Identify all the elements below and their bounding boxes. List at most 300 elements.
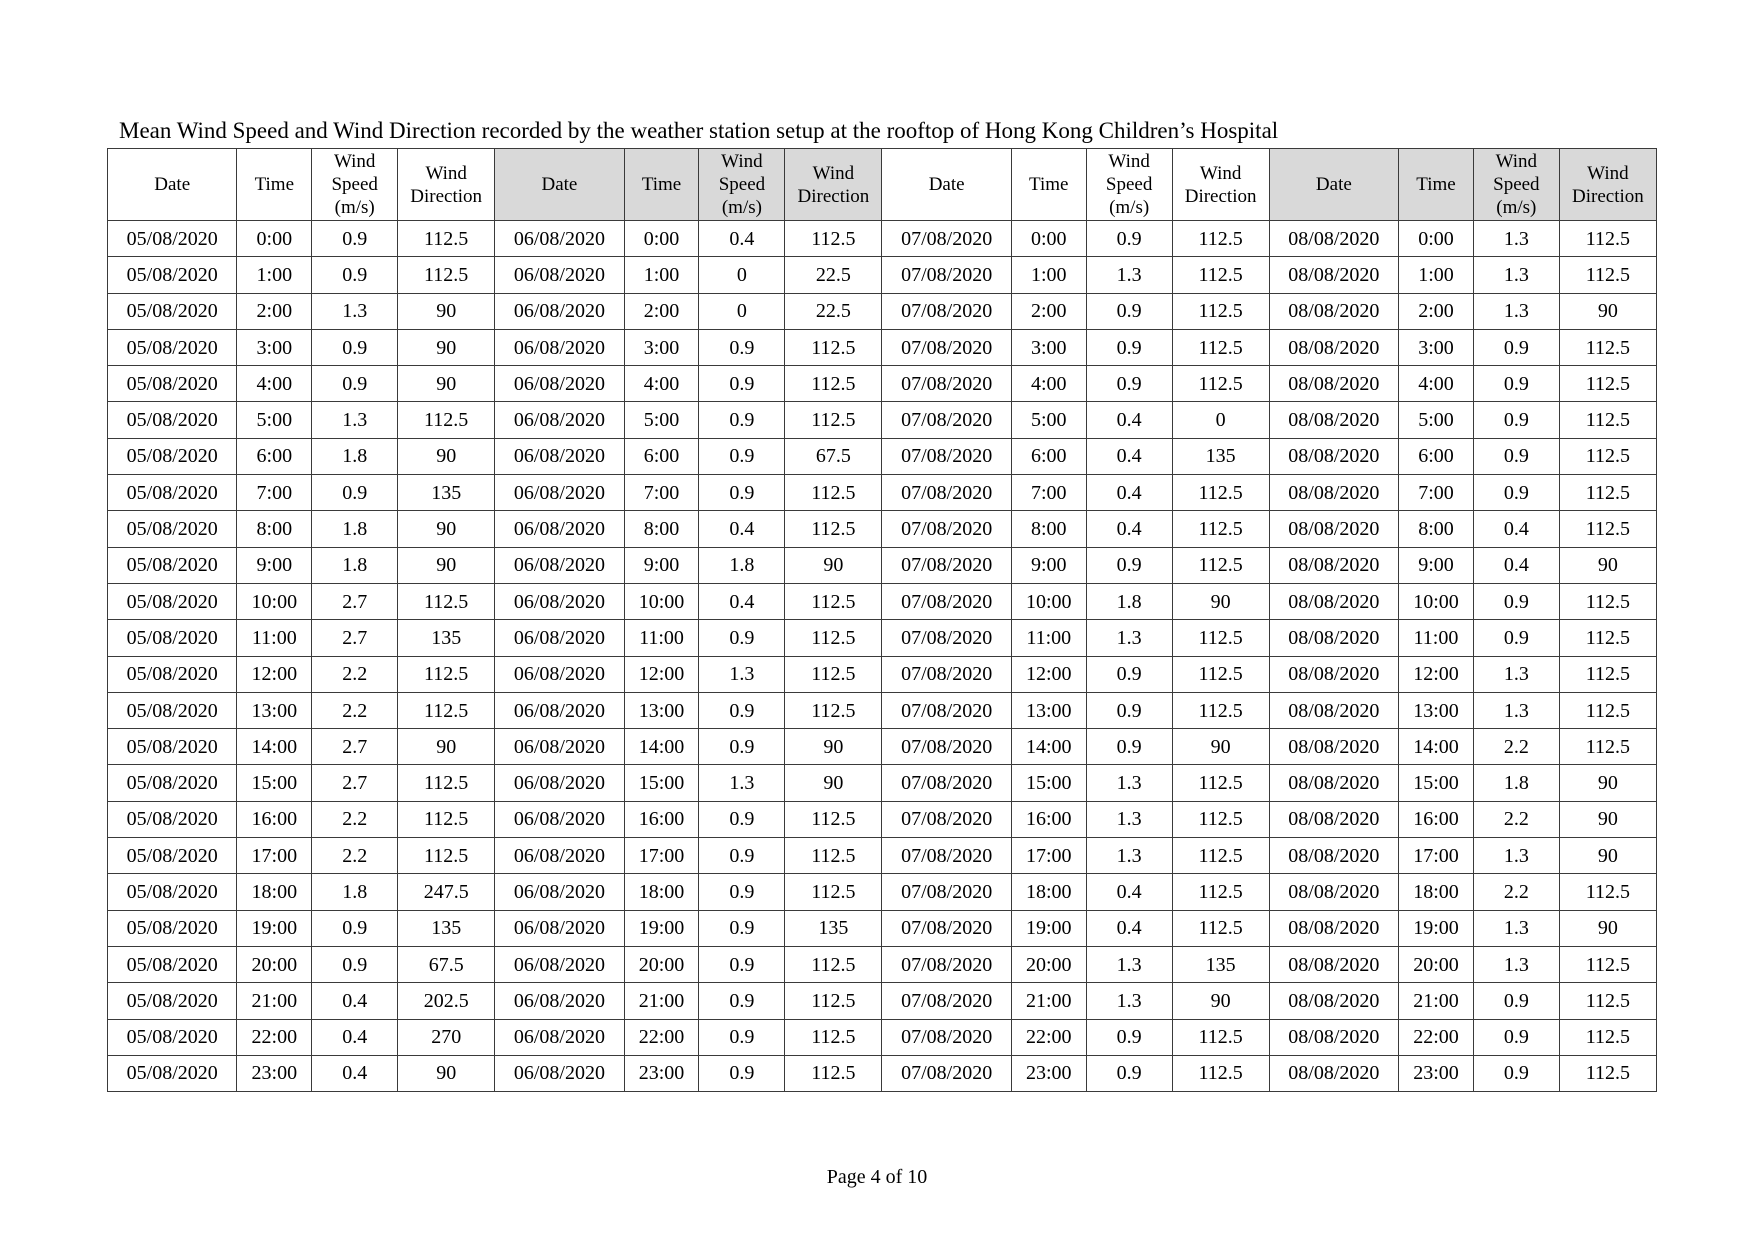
header-wind-speed xyxy=(699,149,785,221)
date-cell: 07/08/2020 xyxy=(882,910,1011,946)
wind-direction-cell: 90 xyxy=(1559,547,1656,583)
time-cell: 1:00 xyxy=(237,257,312,293)
date-cell: 08/08/2020 xyxy=(1269,1019,1398,1055)
time-cell: 13:00 xyxy=(1011,692,1086,728)
header-date-text: Date xyxy=(928,174,965,195)
header-time-text: Time xyxy=(1029,174,1069,195)
wind-direction-cell: 135 xyxy=(1172,438,1269,474)
time-cell: 20:00 xyxy=(624,946,699,982)
time-cell: 3:00 xyxy=(237,329,312,365)
wind-direction-cell: 90 xyxy=(1172,729,1269,765)
table-row xyxy=(108,402,1657,438)
time-cell: 7:00 xyxy=(237,475,312,511)
wind-speed-cell: 0.9 xyxy=(699,438,785,474)
time-cell: 16:00 xyxy=(1011,801,1086,837)
wind-speed-cell: 0.9 xyxy=(699,874,785,910)
wind-speed-cell: 2.2 xyxy=(312,838,398,874)
wind-direction-cell: 90 xyxy=(1172,983,1269,1019)
date-cell: 08/08/2020 xyxy=(1269,729,1398,765)
header-wind-direction-text: Direction xyxy=(410,185,483,207)
date-cell: 06/08/2020 xyxy=(495,1019,624,1055)
time-cell: 4:00 xyxy=(1399,366,1474,402)
wind-direction-cell: 90 xyxy=(398,1055,495,1091)
header-date-text: Date xyxy=(541,174,578,195)
date-cell: 08/08/2020 xyxy=(1269,547,1398,583)
wind-speed-cell: 0.9 xyxy=(312,329,398,365)
time-cell: 1:00 xyxy=(624,257,699,293)
date-cell: 05/08/2020 xyxy=(108,329,237,365)
time-cell: 12:00 xyxy=(1011,656,1086,692)
table-row xyxy=(108,729,1657,765)
wind-direction-cell: 90 xyxy=(785,765,882,801)
header-time xyxy=(1011,149,1086,221)
wind-direction-cell: 112.5 xyxy=(785,838,882,874)
date-cell: 05/08/2020 xyxy=(108,366,237,402)
time-cell: 18:00 xyxy=(624,874,699,910)
time-cell: 2:00 xyxy=(1011,293,1086,329)
date-cell: 07/08/2020 xyxy=(882,475,1011,511)
time-cell: 15:00 xyxy=(624,765,699,801)
time-cell: 10:00 xyxy=(1399,583,1474,619)
wind-speed-cell: 0.9 xyxy=(1086,221,1172,257)
date-cell: 06/08/2020 xyxy=(495,765,624,801)
wind-direction-cell: 112.5 xyxy=(1559,221,1656,257)
date-cell: 08/08/2020 xyxy=(1269,475,1398,511)
table-row xyxy=(108,221,1657,257)
date-cell: 05/08/2020 xyxy=(108,729,237,765)
time-cell: 21:00 xyxy=(624,983,699,1019)
wind-direction-cell: 90 xyxy=(398,293,495,329)
wind-speed-cell: 0.9 xyxy=(1473,1019,1559,1055)
time-cell: 5:00 xyxy=(624,402,699,438)
wind-speed-cell: 1.3 xyxy=(1086,946,1172,982)
time-cell: 23:00 xyxy=(1399,1055,1474,1091)
table-row xyxy=(108,511,1657,547)
wind-direction-cell: 112.5 xyxy=(785,583,882,619)
wind-direction-cell: 247.5 xyxy=(398,874,495,910)
table-row xyxy=(108,475,1657,511)
wind-direction-cell: 112.5 xyxy=(398,583,495,619)
time-cell: 4:00 xyxy=(237,366,312,402)
wind-speed-cell: 2.2 xyxy=(1473,729,1559,765)
table-row xyxy=(108,838,1657,874)
time-cell: 4:00 xyxy=(1011,366,1086,402)
time-cell: 9:00 xyxy=(1011,547,1086,583)
time-cell: 9:00 xyxy=(624,547,699,583)
date-cell: 06/08/2020 xyxy=(495,257,624,293)
wind-direction-cell: 90 xyxy=(398,329,495,365)
wind-direction-cell: 90 xyxy=(398,511,495,547)
wind-speed-cell: 1.3 xyxy=(312,293,398,329)
date-cell: 08/08/2020 xyxy=(1269,221,1398,257)
date-cell: 05/08/2020 xyxy=(108,765,237,801)
time-cell: 12:00 xyxy=(624,656,699,692)
date-cell: 06/08/2020 xyxy=(495,366,624,402)
date-cell: 06/08/2020 xyxy=(495,801,624,837)
wind-speed-cell: 1.3 xyxy=(1086,801,1172,837)
date-cell: 05/08/2020 xyxy=(108,910,237,946)
wind-direction-cell: 112.5 xyxy=(1559,692,1656,728)
wind-speed-cell: 1.8 xyxy=(312,547,398,583)
table-row xyxy=(108,765,1657,801)
time-cell: 0:00 xyxy=(1399,221,1474,257)
wind-direction-cell: 112.5 xyxy=(785,366,882,402)
time-cell: 5:00 xyxy=(1399,402,1474,438)
wind-direction-cell: 112.5 xyxy=(785,402,882,438)
wind-speed-cell: 0.4 xyxy=(312,1055,398,1091)
wind-speed-cell: 0.9 xyxy=(312,946,398,982)
time-cell: 13:00 xyxy=(624,692,699,728)
wind-speed-cell: 0.4 xyxy=(1086,402,1172,438)
wind-direction-cell: 90 xyxy=(1172,583,1269,619)
wind-speed-cell: 0.9 xyxy=(1473,366,1559,402)
wind-speed-cell: 1.3 xyxy=(699,656,785,692)
wind-speed-cell: 1.3 xyxy=(1086,838,1172,874)
date-cell: 07/08/2020 xyxy=(882,692,1011,728)
wind-direction-cell: 90 xyxy=(785,547,882,583)
header-wind-speed xyxy=(1086,149,1172,221)
wind-speed-cell: 1.8 xyxy=(1086,583,1172,619)
header-wind-speed-text: (m/s) xyxy=(1109,197,1150,218)
date-cell: 07/08/2020 xyxy=(882,293,1011,329)
date-cell: 06/08/2020 xyxy=(495,983,624,1019)
header-wind-direction-text: Wind xyxy=(1199,162,1242,184)
date-cell: 05/08/2020 xyxy=(108,946,237,982)
date-cell: 06/08/2020 xyxy=(495,620,624,656)
date-cell: 06/08/2020 xyxy=(495,1055,624,1091)
time-cell: 0:00 xyxy=(237,221,312,257)
wind-speed-cell: 2.2 xyxy=(1473,801,1559,837)
date-cell: 06/08/2020 xyxy=(495,438,624,474)
wind-direction-cell: 112.5 xyxy=(785,221,882,257)
header-wind-direction xyxy=(398,149,495,221)
wind-direction-cell: 112.5 xyxy=(785,620,882,656)
time-cell: 9:00 xyxy=(1399,547,1474,583)
wind-speed-cell: 0.9 xyxy=(699,910,785,946)
header-wind-direction-text: Wind xyxy=(812,162,855,184)
wind-speed-cell: 1.3 xyxy=(1473,656,1559,692)
wind-speed-cell: 0.9 xyxy=(699,983,785,1019)
wind-speed-cell: 1.3 xyxy=(1473,838,1559,874)
wind-speed-cell: 0.4 xyxy=(1473,547,1559,583)
wind-speed-cell: 2.2 xyxy=(312,656,398,692)
time-cell: 2:00 xyxy=(624,293,699,329)
header-wind-speed-text: Wind xyxy=(333,151,376,172)
time-cell: 10:00 xyxy=(237,583,312,619)
time-cell: 14:00 xyxy=(1011,729,1086,765)
date-cell: 06/08/2020 xyxy=(495,511,624,547)
table-row xyxy=(108,293,1657,329)
date-cell: 08/08/2020 xyxy=(1269,257,1398,293)
date-cell: 08/08/2020 xyxy=(1269,656,1398,692)
time-cell: 21:00 xyxy=(1011,983,1086,1019)
date-cell: 08/08/2020 xyxy=(1269,620,1398,656)
wind-direction-cell: 112.5 xyxy=(785,983,882,1019)
date-cell: 07/08/2020 xyxy=(882,257,1011,293)
wind-speed-cell: 0.9 xyxy=(699,329,785,365)
wind-direction-cell: 112.5 xyxy=(1559,583,1656,619)
wind-direction-cell: 90 xyxy=(1559,293,1656,329)
header-wind-direction-text: Direction xyxy=(1184,185,1257,207)
date-cell: 06/08/2020 xyxy=(495,692,624,728)
header-time xyxy=(1399,149,1474,221)
time-cell: 8:00 xyxy=(624,511,699,547)
table-row xyxy=(108,620,1657,656)
time-cell: 6:00 xyxy=(1011,438,1086,474)
wind-direction-cell: 112.5 xyxy=(1172,838,1269,874)
date-cell: 08/08/2020 xyxy=(1269,874,1398,910)
wind-speed-cell: 0.9 xyxy=(1086,329,1172,365)
date-cell: 05/08/2020 xyxy=(108,1019,237,1055)
wind-direction-cell: 112.5 xyxy=(1172,366,1269,402)
date-cell: 08/08/2020 xyxy=(1269,366,1398,402)
table-row xyxy=(108,329,1657,365)
wind-speed-cell: 0.9 xyxy=(699,620,785,656)
wind-direction-cell: 112.5 xyxy=(1559,366,1656,402)
wind-speed-cell: 0.4 xyxy=(1086,874,1172,910)
wind-direction-cell: 112.5 xyxy=(785,329,882,365)
time-cell: 16:00 xyxy=(1399,801,1474,837)
wind-speed-cell: 1.3 xyxy=(1086,983,1172,1019)
wind-speed-cell: 0.9 xyxy=(1086,366,1172,402)
wind-direction-cell: 112.5 xyxy=(1559,1019,1656,1055)
wind-speed-cell: 0.9 xyxy=(1086,729,1172,765)
time-cell: 17:00 xyxy=(1011,838,1086,874)
wind-data-table xyxy=(107,148,1657,1092)
time-cell: 21:00 xyxy=(1399,983,1474,1019)
wind-speed-cell: 0.9 xyxy=(1473,438,1559,474)
wind-direction-cell: 112.5 xyxy=(1559,1055,1656,1091)
time-cell: 19:00 xyxy=(237,910,312,946)
wind-speed-cell: 0.9 xyxy=(1086,293,1172,329)
wind-direction-cell: 90 xyxy=(1559,910,1656,946)
wind-speed-cell: 0 xyxy=(699,293,785,329)
time-cell: 15:00 xyxy=(237,765,312,801)
wind-speed-cell: 2.7 xyxy=(312,620,398,656)
wind-speed-cell: 0.9 xyxy=(312,257,398,293)
date-cell: 06/08/2020 xyxy=(495,293,624,329)
wind-speed-cell: 0.9 xyxy=(1086,1019,1172,1055)
date-cell: 05/08/2020 xyxy=(108,1055,237,1091)
header-date xyxy=(495,149,624,221)
header-wind-direction-text: Direction xyxy=(1572,185,1644,207)
wind-direction-cell: 112.5 xyxy=(1172,511,1269,547)
header-date-text: Date xyxy=(154,174,191,195)
time-cell: 3:00 xyxy=(1399,329,1474,365)
date-cell: 07/08/2020 xyxy=(882,366,1011,402)
wind-speed-cell: 0.9 xyxy=(312,910,398,946)
wind-speed-cell: 0.9 xyxy=(699,838,785,874)
date-cell: 08/08/2020 xyxy=(1269,438,1398,474)
date-cell: 06/08/2020 xyxy=(495,874,624,910)
table-row xyxy=(108,983,1657,1019)
wind-speed-cell: 0.9 xyxy=(1086,1055,1172,1091)
wind-speed-cell: 2.7 xyxy=(312,583,398,619)
wind-direction-cell: 112.5 xyxy=(1172,293,1269,329)
date-cell: 08/08/2020 xyxy=(1269,511,1398,547)
wind-direction-cell: 135 xyxy=(785,910,882,946)
wind-direction-cell: 112.5 xyxy=(1172,1019,1269,1055)
page-number: Page 4 of 10 xyxy=(826,1166,928,1188)
wind-direction-cell: 112.5 xyxy=(398,656,495,692)
date-cell: 05/08/2020 xyxy=(108,293,237,329)
date-cell: 06/08/2020 xyxy=(495,547,624,583)
table-row xyxy=(108,1055,1657,1091)
time-cell: 22:00 xyxy=(1011,1019,1086,1055)
wind-direction-cell: 112.5 xyxy=(785,692,882,728)
date-cell: 08/08/2020 xyxy=(1269,1055,1398,1091)
wind-direction-cell: 112.5 xyxy=(1559,620,1656,656)
time-cell: 11:00 xyxy=(624,620,699,656)
wind-speed-cell: 0.9 xyxy=(1473,583,1559,619)
wind-speed-cell: 0.4 xyxy=(1086,438,1172,474)
date-cell: 06/08/2020 xyxy=(495,329,624,365)
date-cell: 07/08/2020 xyxy=(882,402,1011,438)
date-cell: 07/08/2020 xyxy=(882,765,1011,801)
wind-speed-cell: 2.7 xyxy=(312,729,398,765)
time-cell: 14:00 xyxy=(624,729,699,765)
date-cell: 06/08/2020 xyxy=(495,946,624,982)
date-cell: 06/08/2020 xyxy=(495,838,624,874)
time-cell: 20:00 xyxy=(1399,946,1474,982)
date-cell: 06/08/2020 xyxy=(495,583,624,619)
table-row xyxy=(108,583,1657,619)
date-cell: 06/08/2020 xyxy=(495,910,624,946)
time-cell: 14:00 xyxy=(237,729,312,765)
time-cell: 8:00 xyxy=(1011,511,1086,547)
header-wind-direction-text: Direction xyxy=(797,185,870,207)
wind-speed-cell: 1.3 xyxy=(1473,257,1559,293)
time-cell: 16:00 xyxy=(624,801,699,837)
wind-speed-cell: 0.4 xyxy=(312,1019,398,1055)
wind-direction-cell: 112.5 xyxy=(1172,221,1269,257)
wind-speed-cell: 2.2 xyxy=(312,801,398,837)
wind-speed-cell: 0.9 xyxy=(1473,1055,1559,1091)
header-time-text: Time xyxy=(1416,174,1456,195)
wind-speed-cell: 0.9 xyxy=(699,475,785,511)
wind-speed-cell: 1.3 xyxy=(1473,910,1559,946)
header-wind-speed-text: (m/s) xyxy=(721,197,762,218)
time-cell: 20:00 xyxy=(237,946,312,982)
time-cell: 5:00 xyxy=(1011,402,1086,438)
wind-direction-cell: 112.5 xyxy=(785,1019,882,1055)
wind-speed-cell: 0.9 xyxy=(699,729,785,765)
wind-speed-cell: 2.7 xyxy=(312,765,398,801)
header-time xyxy=(237,149,312,221)
time-cell: 1:00 xyxy=(1399,257,1474,293)
wind-direction-cell: 112.5 xyxy=(1172,620,1269,656)
wind-direction-cell: 112.5 xyxy=(1172,257,1269,293)
time-cell: 1:00 xyxy=(1011,257,1086,293)
wind-direction-cell: 112.5 xyxy=(398,765,495,801)
table-row xyxy=(108,946,1657,982)
time-cell: 0:00 xyxy=(624,221,699,257)
date-cell: 05/08/2020 xyxy=(108,838,237,874)
wind-direction-cell: 202.5 xyxy=(398,983,495,1019)
date-cell: 07/08/2020 xyxy=(882,1019,1011,1055)
wind-direction-cell: 112.5 xyxy=(1559,874,1656,910)
wind-speed-cell: 1.3 xyxy=(312,402,398,438)
wind-direction-cell: 112.5 xyxy=(398,221,495,257)
wind-speed-cell: 1.3 xyxy=(1086,765,1172,801)
date-cell: 08/08/2020 xyxy=(1269,329,1398,365)
wind-speed-cell: 0.9 xyxy=(699,1055,785,1091)
table-row xyxy=(108,547,1657,583)
time-cell: 17:00 xyxy=(624,838,699,874)
table-row xyxy=(108,692,1657,728)
header-wind-speed-text: Speed xyxy=(1493,174,1540,195)
time-cell: 2:00 xyxy=(1399,293,1474,329)
wind-speed-cell: 0.9 xyxy=(312,366,398,402)
header-wind-speed xyxy=(1473,149,1559,221)
time-cell: 15:00 xyxy=(1399,765,1474,801)
date-cell: 07/08/2020 xyxy=(882,547,1011,583)
wind-direction-cell: 67.5 xyxy=(398,946,495,982)
time-cell: 12:00 xyxy=(1399,656,1474,692)
header-wind-speed-text: (m/s) xyxy=(334,197,375,218)
time-cell: 19:00 xyxy=(1011,910,1086,946)
wind-direction-cell: 112.5 xyxy=(398,257,495,293)
wind-speed-cell: 0.4 xyxy=(1086,475,1172,511)
wind-speed-cell: 0.9 xyxy=(1473,402,1559,438)
date-cell: 07/08/2020 xyxy=(882,946,1011,982)
time-cell: 20:00 xyxy=(1011,946,1086,982)
wind-speed-cell: 0.4 xyxy=(699,583,785,619)
wind-direction-cell: 135 xyxy=(1172,946,1269,982)
wind-speed-cell: 0.9 xyxy=(1086,656,1172,692)
wind-speed-cell: 2.2 xyxy=(312,692,398,728)
header-time xyxy=(624,149,699,221)
wind-speed-cell: 0 xyxy=(699,257,785,293)
time-cell: 11:00 xyxy=(237,620,312,656)
time-cell: 11:00 xyxy=(1399,620,1474,656)
wind-direction-cell: 112.5 xyxy=(1559,257,1656,293)
wind-direction-cell: 112.5 xyxy=(785,801,882,837)
wind-direction-cell: 112.5 xyxy=(1172,910,1269,946)
date-cell: 07/08/2020 xyxy=(882,729,1011,765)
time-cell: 2:00 xyxy=(237,293,312,329)
wind-direction-cell: 112.5 xyxy=(1559,511,1656,547)
header-date xyxy=(882,149,1011,221)
wind-direction-cell: 112.5 xyxy=(1172,329,1269,365)
wind-speed-cell: 1.3 xyxy=(1473,221,1559,257)
wind-speed-cell: 0.4 xyxy=(1473,511,1559,547)
time-cell: 19:00 xyxy=(624,910,699,946)
header-row xyxy=(108,149,1657,221)
wind-direction-cell: 112.5 xyxy=(1559,656,1656,692)
wind-speed-cell: 1.8 xyxy=(312,511,398,547)
date-cell: 07/08/2020 xyxy=(882,838,1011,874)
wind-speed-cell: 1.8 xyxy=(312,438,398,474)
wind-direction-cell: 90 xyxy=(398,438,495,474)
wind-direction-cell: 112.5 xyxy=(398,838,495,874)
date-cell: 05/08/2020 xyxy=(108,983,237,1019)
date-cell: 05/08/2020 xyxy=(108,583,237,619)
date-cell: 05/08/2020 xyxy=(108,438,237,474)
time-cell: 22:00 xyxy=(624,1019,699,1055)
wind-direction-cell: 112.5 xyxy=(1559,402,1656,438)
header-wind-direction-text: Wind xyxy=(425,162,467,184)
time-cell: 0:00 xyxy=(1011,221,1086,257)
table-row xyxy=(108,438,1657,474)
wind-direction-cell: 90 xyxy=(1559,801,1656,837)
header-wind-speed-text: Wind xyxy=(721,151,763,172)
time-cell: 13:00 xyxy=(1399,692,1474,728)
date-cell: 05/08/2020 xyxy=(108,656,237,692)
time-cell: 8:00 xyxy=(237,511,312,547)
wind-speed-cell: 0.9 xyxy=(1473,983,1559,1019)
wind-speed-cell: 0.9 xyxy=(1473,329,1559,365)
